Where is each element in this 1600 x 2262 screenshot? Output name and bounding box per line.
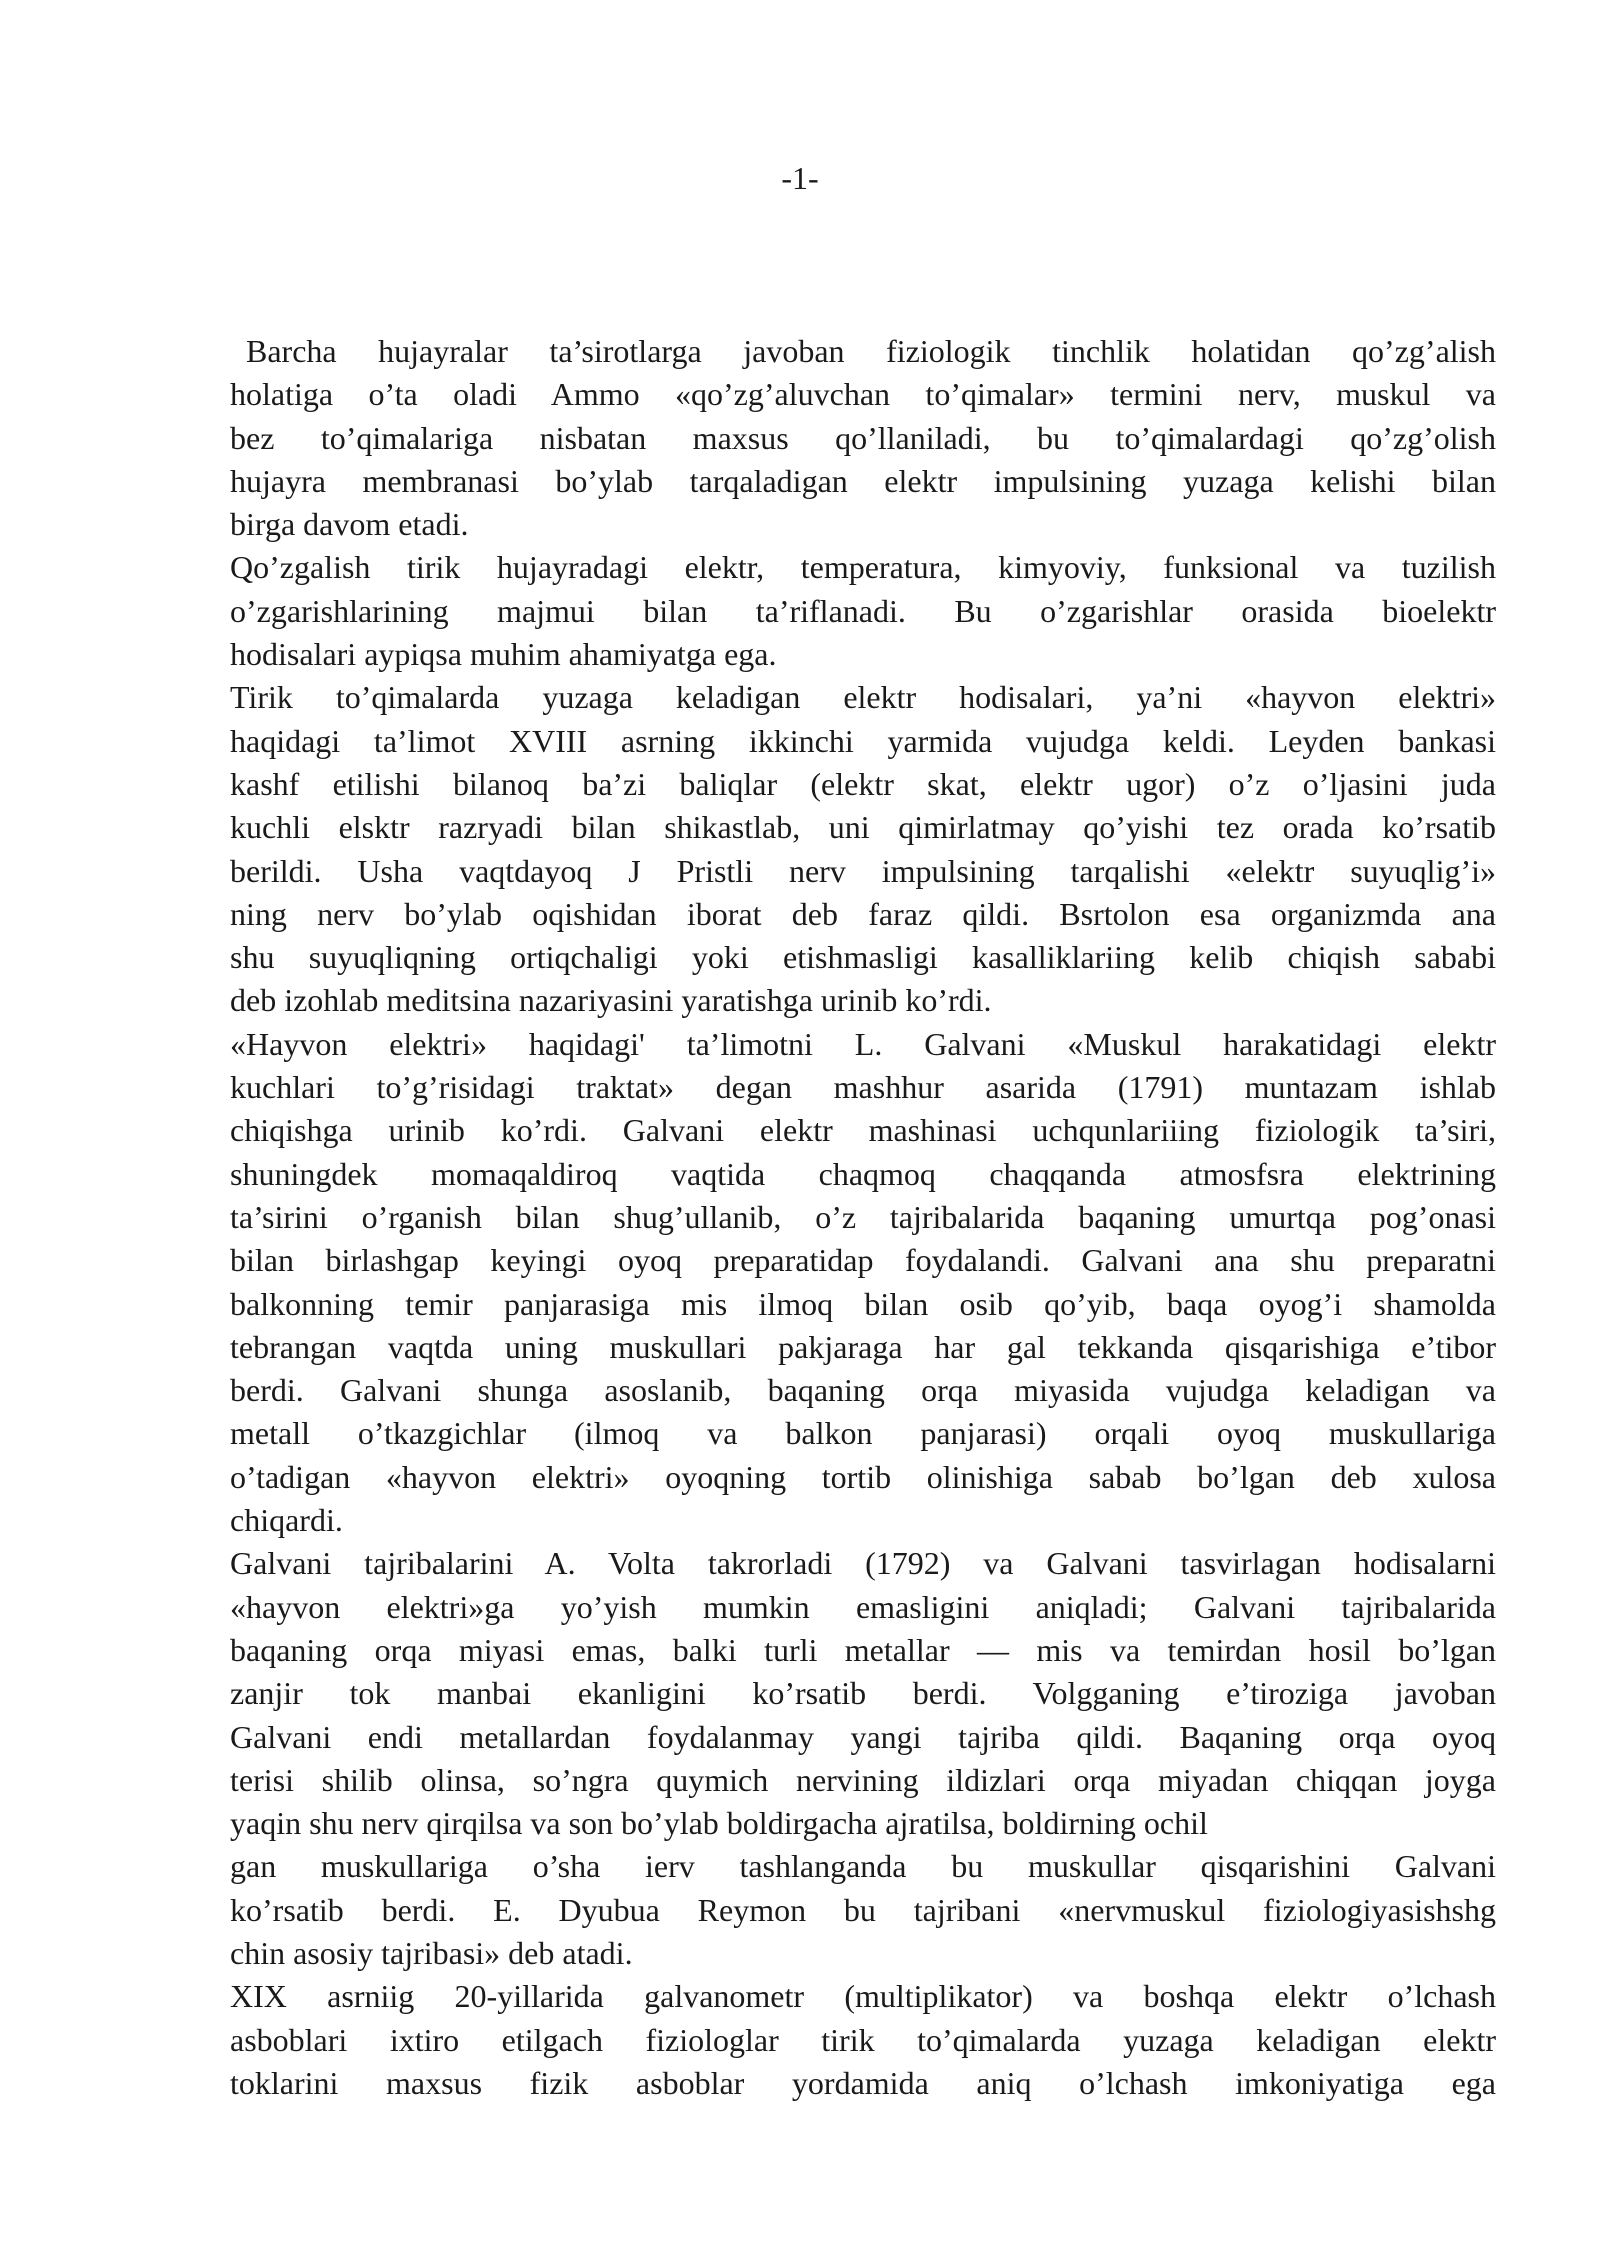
text-line: o’zgarishlarining majmui bilan ta’riflanadi. Bu o’zgarishlar orasida bioelektr <box>230 592 1496 629</box>
text-line: kuchlari to’g’risidagi traktat» degan mashhur asarida (1791) muntazam ishlab <box>230 1069 1496 1106</box>
text-line: chiqishga urinib ko’rdi. Galvani elektr mashinasi uchqunlariiing fiziologik ta’siri, <box>230 1112 1496 1149</box>
text-line: Tirik to’qimalarda yuzaga keladigan elektr hodisalari, ya’ni «hayvon elektri» <box>230 679 1496 716</box>
text-line: berdi. Galvani shunga asoslanib, baqaning orqa miyasida vujudga keladigan va <box>230 1372 1496 1409</box>
text-line: Galvani endi metallardan foydalanmay yangi tajriba qildi. Baqaning orqa oyoq <box>230 1718 1496 1755</box>
text-line: deb izohlab meditsina nazariyasini yaratishga urinib ko’rdi. <box>230 982 992 1019</box>
text-line: birga davom etadi. <box>230 506 469 543</box>
text-line: holatiga o’ta oladi Ammo «qo’zg’aluvchan to’qimalar» termini nerv, muskul va <box>230 376 1496 413</box>
page-number: -1- <box>781 160 819 196</box>
text-line: haqidagi ta’limot XVIII asrning ikkinchi yarmida vujudga keldi. Leyden bankasi <box>230 722 1496 759</box>
text-line: ta’sirini o’rganish bilan shug’ullanib, o’z tajribalarida baqaning umurtqa pog’onasi <box>230 1198 1496 1235</box>
text-line: asboblari ixtiro etilgach fiziologlar tirik to’qimalarda yuzaga keladigan elektr <box>230 2021 1496 2058</box>
text-line: ning nerv bo’ylab oqishidan iborat deb faraz qildi. Bsrtolon esa organizmda ana <box>230 895 1496 932</box>
text-line: bilan birlashgap keyingi oyoq preparatidap foydalandi. Galvani ana shu preparatni <box>230 1242 1496 1279</box>
text-line: ko’rsatib berdi. E. Dyubua Reymon bu tajribani «nervmuskul fiziologiyasishshg <box>230 1891 1496 1928</box>
text-line: Qo’zgalish tirik hujayradagi elektr, temperatura, kimyoviy, funksional va tuzilish <box>230 549 1496 586</box>
text-line: XIX asrniig 20-yillarida galvanometr (multiplikator) va boshqa elektr o’lchash <box>230 1978 1496 2015</box>
text-line: yaqin shu nerv qirqilsa va son bo’ylab boldirgacha ajratilsa, boldirning ochil <box>230 1805 1208 1842</box>
text-line: toklarini maxsus fizik asboblar yordamida aniq o’lchash imkoniyatiga ega <box>230 2064 1496 2101</box>
text-line: tebrangan vaqtda uning muskullari pakjaraga har gal tekkanda qisqarishiga e’tibor <box>230 1328 1496 1365</box>
text-line: kashf etilishi bilanoq ba’zi baliqlar (elektr skat, elektr ugor) o’z o’ljasini juda <box>230 765 1496 802</box>
text-line: «hayvon elektri»ga yo’yish mumkin emasligini aniqladi; Galvani tajribalarida <box>230 1588 1496 1625</box>
text-line: shu suyuqliqning ortiqchaligi yoki etishmasligi kasalliklariing kelib chiqish sababi <box>230 939 1496 976</box>
text-line: kuchli elsktr razryadi bilan shikastlab, uni qimirlatmay qo’yishi tez orada ko’rsatib <box>230 809 1496 846</box>
text-line: berildi. Usha vaqtdayoq J Pristli nerv impulsining tarqalishi «elektr suyuqlig’i» <box>230 852 1496 889</box>
text-line: metall o’tkazgichlar (ilmoq va balkon panjarasi) orqali oyoq muskullariga <box>230 1415 1496 1452</box>
text-line: zanjir tok manbai ekanligini ko’rsatib berdi. Volgganing e’tiroziga javoban <box>230 1675 1496 1712</box>
text-line: Barcha hujayralar ta’sirotlarga javoban fiziologik tinchlik holatidan qo’zg’alish <box>246 333 1496 369</box>
text-line: hujayra membranasi bo’ylab tarqaladigan elektr impulsining yuzaga kelishi bilan <box>230 462 1496 499</box>
text-line: hodisalari aypiqsa muhim ahamiyatga ega. <box>230 636 777 673</box>
document-body <box>230 330 1496 2105</box>
text-line: terisi shilib olinsa, so’ngra quymich nervining ildizlari orqa miyadan chiqqan joyga <box>230 1761 1496 1798</box>
text-line: o’tadigan «hayvon elektri» oyoqning tortib olinishiga sabab bo’lgan deb xulosa <box>230 1458 1496 1495</box>
text-line: shuningdek momaqaldiroq vaqtida chaqmoq chaqqanda atmosfsra elektrining <box>230 1155 1496 1192</box>
text-line: baqaning orqa miyasi emas, balki turli metallar — mis va temirdan hosil bo’lgan <box>230 1631 1496 1668</box>
text-line: Galvani tajribalarini A. Volta takrorladi (1792) va Galvani tasvirlagan hodisalarni <box>230 1545 1496 1582</box>
text-line: gan muskullariga o’sha ierv tashlanganda bu muskullar qisqarishini Galvani <box>230 1848 1496 1885</box>
text-line: bez to’qimalariga nisbatan maxsus qo’llaniladi, bu to’qimalardagi qo’zg’olish <box>230 419 1496 456</box>
text-line: chiqardi. <box>230 1502 343 1539</box>
text-line: «Hayvon elektri» haqidagi' ta’limotni L. Galvani «Muskul harakatidagi elektr <box>230 1025 1496 1062</box>
text-line: chin asosiy tajribasi» deb atadi. <box>230 1934 633 1971</box>
text-line: balkonning temir panjarasiga mis ilmoq bilan osib qo’yib, baqa oyog’i shamolda <box>230 1285 1496 1322</box>
